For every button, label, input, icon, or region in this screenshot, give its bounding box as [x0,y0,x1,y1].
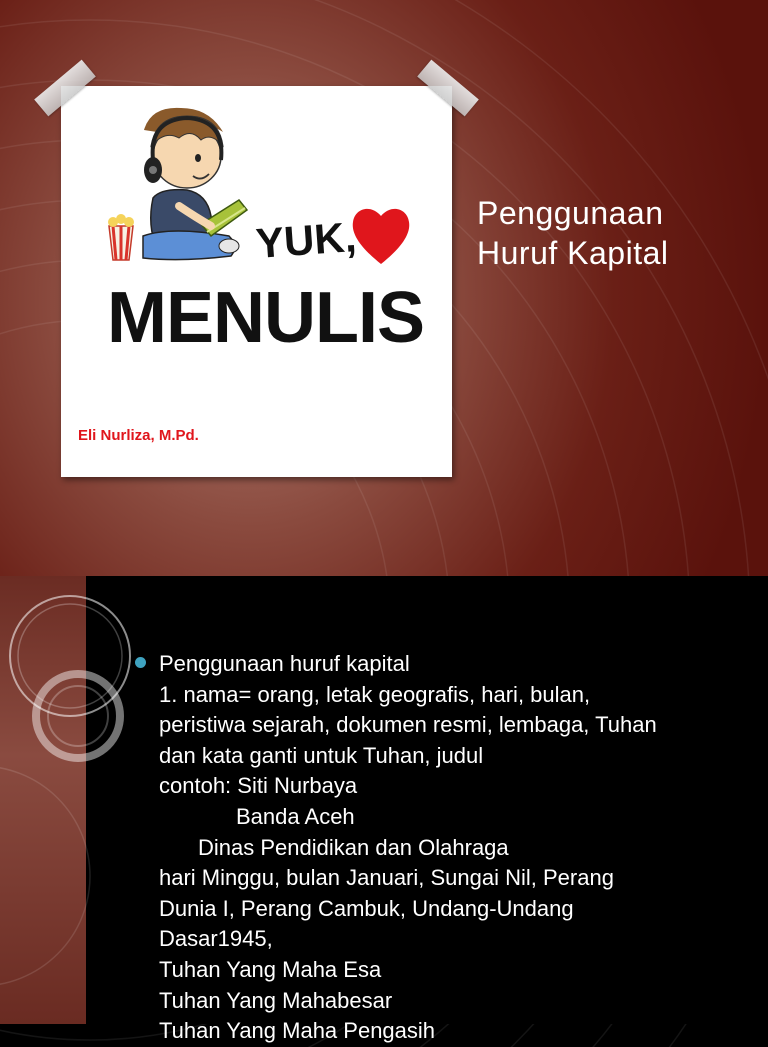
content-line: peristiwa sejarah, dokumen resmi, lembaga, Tuhan [159,712,657,738]
side-decorative-circles [0,576,86,1024]
content-area [135,649,755,1047]
slide-title [477,193,757,273]
content-line: dan kata ganti untuk Tuhan, judul [159,742,484,768]
logo-photo [61,86,452,477]
logo-text-yuk: YUK, [254,213,358,267]
bullet-text [159,649,657,1047]
yuk-menulis-logo [61,86,452,477]
logo-text-menulis: MENULIS [107,278,424,358]
content-line: Tuhan Yang Maha Pengasih [159,1018,436,1044]
content-line: Dinas Pendidikan dan Olahraga [198,834,509,860]
title-line-2: Huruf Kapital [477,235,669,271]
content-line: Tuhan Yang Maha Esa [159,956,382,982]
title-line-1: Penggunaan [477,195,664,231]
content-line: Dasar1945, [159,926,273,952]
content-line: contoh: Siti Nurbaya [159,773,358,799]
content-line: Dunia I, Perang Cambuk, Undang-Undang [159,895,574,921]
bullet-item [135,649,755,1047]
bullet-title: Penggunaan huruf kapital [159,651,410,676]
boy-illustration [108,108,247,260]
heart-icon [353,209,410,264]
content-line: Tuhan Yang Mahabesar [159,987,393,1013]
content-line: hari Minggu, bulan Januari, Sungai Nil, Perang [159,865,614,891]
content-line: Banda Aceh [236,803,355,829]
content-slide [0,576,768,1044]
side-band [0,576,86,1024]
bullet-dot-icon [135,657,146,668]
content-line: 1. nama= orang, letak geografis, hari, bulan, [159,681,591,707]
author-name: Eli Nurliza, M.Pd. [78,427,199,444]
